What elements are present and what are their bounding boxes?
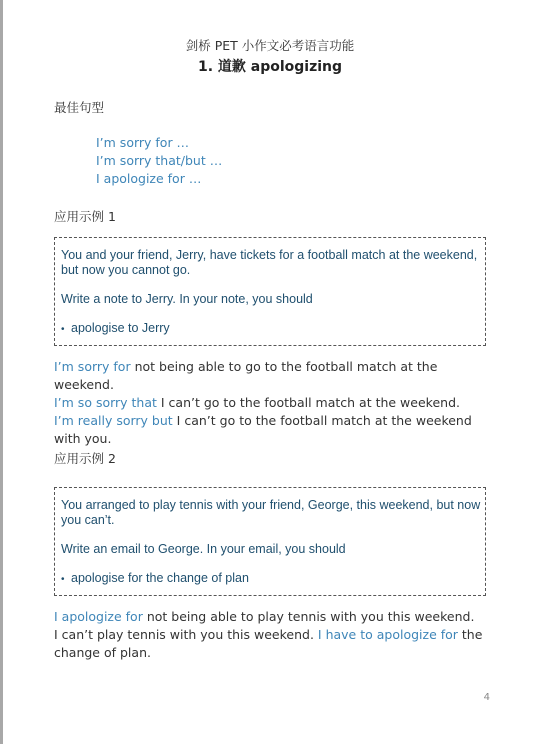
page-edge [0, 0, 3, 744]
answer-sentence [54, 412, 490, 448]
page-number: 4 [483, 692, 490, 703]
example1-task-box [54, 237, 486, 346]
example1-instruction: Write a note to Jerry. In your note, you should [61, 292, 313, 306]
bullet-dot: • [61, 574, 65, 585]
answer-text: I can’t play tennis with you this weekend. [54, 627, 318, 642]
example2-bullet [61, 571, 485, 587]
example1-bullet-text: apologise to Jerry [71, 321, 170, 335]
answer-sentence [54, 394, 490, 412]
answer-text: not being able to go to the football match at the weekend. [54, 359, 438, 392]
answer-text: not being able to play tennis with you this weekend. [142, 609, 475, 624]
answer-text: the change of plan. [54, 627, 483, 660]
example2-bullet-text: apologise for the change of plan [71, 571, 249, 585]
answer-highlight: I’m really sorry but [54, 413, 173, 428]
best-phrases-label: 最佳句型 [54, 100, 105, 115]
page-header: 剑桥 PET 小作文必考语言功能 [185, 38, 355, 53]
answer-sentence [54, 608, 490, 626]
answer-highlight: I’m so sorry that [54, 395, 157, 410]
best-phrases-list [96, 134, 222, 188]
example2-task-box [54, 487, 486, 596]
example1-answer [54, 358, 490, 448]
answer-highlight: I’m sorry for [54, 359, 131, 374]
answer-text: I can’t go to the football match at the weekend with you. [54, 413, 472, 446]
example1-bullet [61, 321, 485, 337]
phrase-item: I’m sorry that/but … [96, 153, 223, 168]
example2-instruction: Write an email to George. In your email, you should [61, 542, 346, 556]
answer-text: I can’t go to the football match at the weekend. [156, 395, 460, 410]
answer-highlight: I have to apologize for [317, 627, 458, 642]
example2-answer [54, 608, 490, 662]
answer-sentence [54, 626, 490, 662]
answer-sentence [54, 358, 490, 394]
page-title: 1. 道歉 apologizing [197, 59, 343, 75]
bullet-dot: • [61, 324, 65, 335]
example1-label: 应用示例 1 [54, 209, 116, 224]
example2-task-text: You arranged to play tennis with your friend, George, this weekend, but now you can’t. [61, 498, 481, 527]
example1-task-text: You and your friend, Jerry, have tickets for a football match at the weekend, but now you cannot go. [61, 248, 478, 277]
phrase-item: I’m sorry for … [96, 135, 190, 150]
phrase-item: I apologize for … [96, 171, 202, 186]
answer-highlight: I apologize for [54, 609, 143, 624]
example2-label: 应用示例 2 [54, 451, 116, 466]
